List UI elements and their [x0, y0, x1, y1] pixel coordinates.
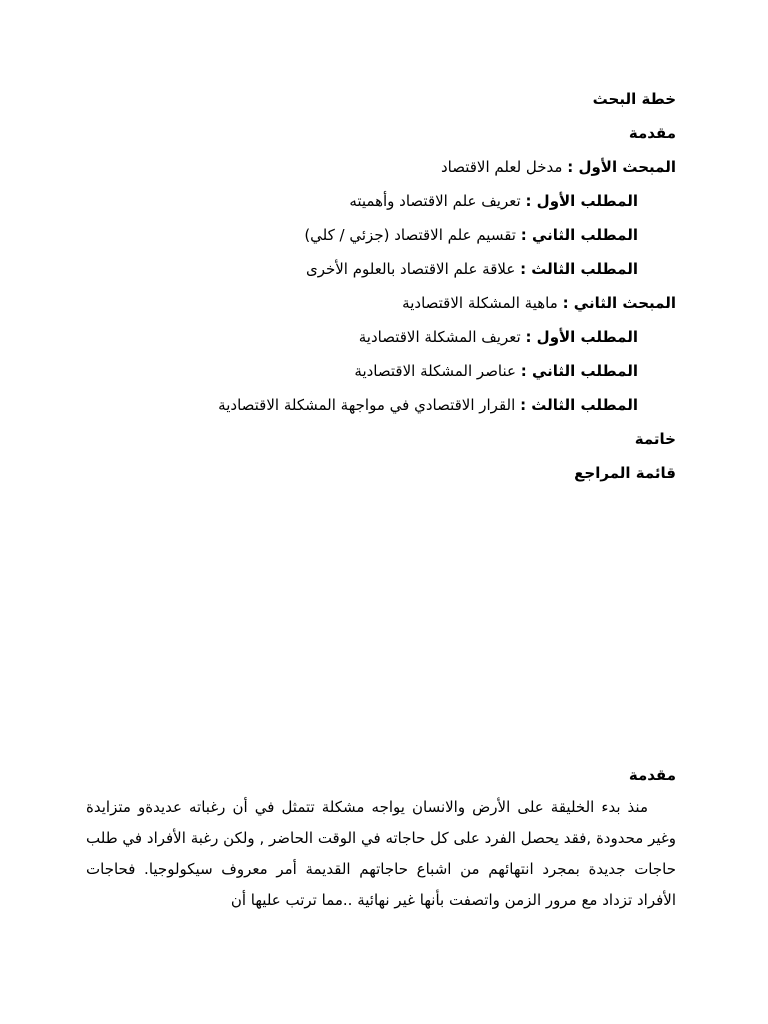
section-label: المطلب الأول :: [525, 328, 638, 346]
chapter-text: ماهية المشكلة الاقتصادية: [402, 294, 558, 312]
chapter-label: المبحث الثاني :: [562, 294, 676, 312]
outline-section-1-2: [76, 222, 676, 256]
outline-item-introduction: مقدمة: [628, 124, 676, 142]
section-label: المطلب الثاني :: [520, 362, 638, 380]
plan-title: خطة البحث: [592, 90, 676, 108]
section-label: المطلب الأول :: [525, 192, 638, 210]
research-plan-outline: [76, 86, 676, 494]
introduction-text: منذ بدء الخليقة على الأرض والانسان يواجه مشكلة تتمثل في أن رغباته عديدةو متزايدة وغير محدودة ,فقد يحصل الفرد على كل حاجاته في الوقت الحاضر , ولكن رغبة الأفراد في طلب حاجات جديدة بمجرد انتهائهم من اشباع حاجاتهم القديمة أمر معروف سيكولوجيا. فحاجات الأفراد تزداد مع مرور الزمن واتصفت بأنها غير نهائية ..مما ترتب عليها أن: [86, 798, 676, 909]
section-text: تعريف المشكلة الاقتصادية: [358, 328, 521, 346]
outline-section-2-3: [76, 392, 676, 426]
outline-section-1-1: [76, 188, 676, 222]
section-text: علاقة علم الاقتصاد بالعلوم الأخرى: [305, 260, 516, 278]
section-text: القرار الاقتصادي في مواجهة المشكلة الاقتصادية: [218, 396, 516, 414]
section-text: عناصر المشكلة الاقتصادية: [354, 362, 516, 380]
outline-item-references: قائمة المراجع: [574, 464, 676, 482]
introduction-heading: مقدمة: [628, 766, 676, 784]
chapter-label: المبحث الأول :: [567, 158, 676, 176]
chapter-text: مدخل لعلم الاقتصاد: [440, 158, 563, 176]
outline-item-conclusion: خاتمة: [634, 430, 676, 448]
introduction-paragraph: [86, 792, 676, 916]
section-text: تقسيم علم الاقتصاد (جزئي / كلي): [304, 226, 516, 244]
outline-section-1-3: [76, 256, 676, 290]
outline-chapter-2: [76, 290, 676, 324]
section-label: المطلب الثالث :: [520, 260, 638, 278]
outline-section-2-2: [76, 358, 676, 392]
introduction-section: [86, 762, 676, 916]
section-text: تعريف علم الاقتصاد وأهميته: [349, 192, 521, 210]
outline-section-2-1: [76, 324, 676, 358]
outline-chapter-1: [76, 154, 676, 188]
section-label: المطلب الثاني :: [520, 226, 638, 244]
section-label: المطلب الثالث :: [520, 396, 638, 414]
